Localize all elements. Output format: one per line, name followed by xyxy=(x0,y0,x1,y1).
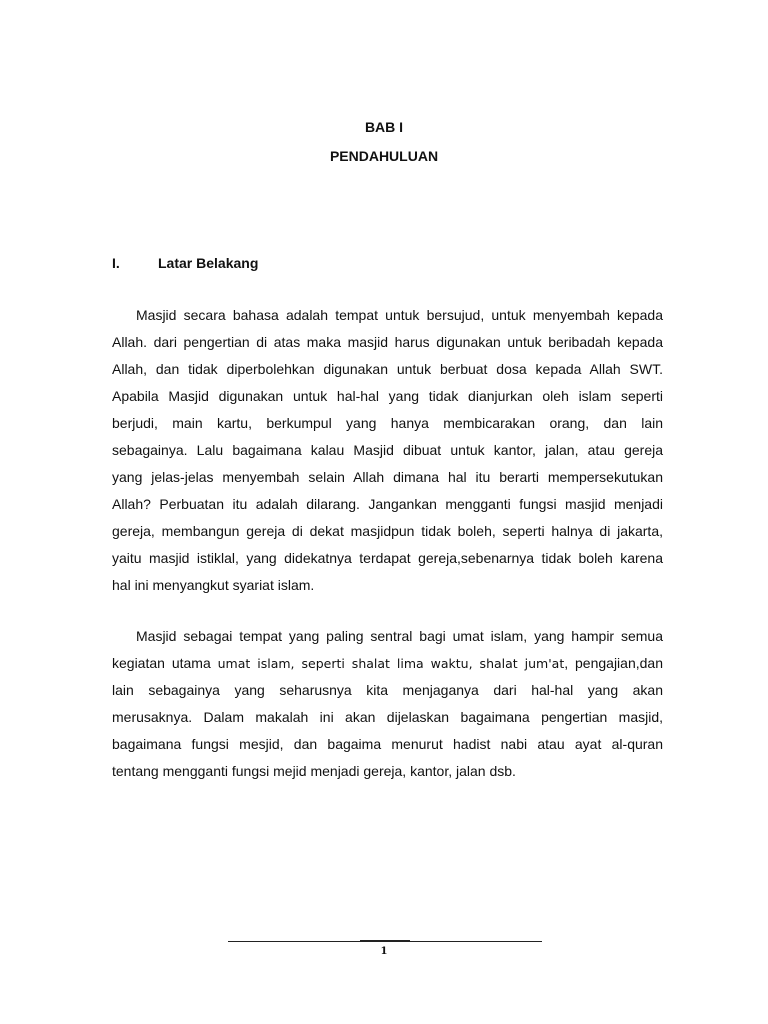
text-run: kegiatan utama xyxy=(112,655,218,671)
paragraph-2 xyxy=(112,623,663,785)
paragraph-line: sebagainya. Lalu bagaimana kalau Masjid dibuat untuk kantor, jalan, atau gereja xyxy=(112,442,663,458)
paragraph-line: Masjid secara bahasa adalah tempat untuk bersujud, untuk menyembah kepada xyxy=(136,307,663,323)
section-title: Latar Belakang xyxy=(158,255,259,271)
paragraph-line: gereja, membangun gereja di dekat masjidpun tidak boleh, seperti halnya di jakarta, xyxy=(112,523,663,539)
paragraph-line: lain sebagainya yang seharusnya kita menjaganya dari hal-hal yang akan xyxy=(112,682,663,698)
footer-rule-mark xyxy=(360,940,410,942)
chapter-number: BAB I xyxy=(364,119,404,135)
paragraph-line: tentang mengganti fungsi mejid menjadi gereja, kantor, jalan dsb. xyxy=(112,763,516,779)
paragraph-line: Apabila Masjid digunakan untuk hal-hal yang tidak dianjurkan oleh islam seperti xyxy=(112,388,663,404)
text-run-alt-font: umat islam, seperti shalat lima waktu, shalat jum'at xyxy=(217,656,565,671)
paragraph-line: hal ini menyangkut syariat islam. xyxy=(112,577,315,593)
paragraph-line: Allah? Perbuatan itu adalah dilarang. Jangankan mengganti fungsi masjid menjadi xyxy=(112,496,663,512)
section-heading xyxy=(112,255,258,271)
paragraph-line-mixed xyxy=(112,650,663,677)
paragraph-line: merusaknya. Dalam makalah ini akan dijelaskan bagaimana pengertian masjid, xyxy=(112,709,663,725)
paragraph-line: yaitu masjid istiklal, yang didekatnya terdapat gereja,sebenarnya tidak boleh karena xyxy=(112,550,663,566)
page-number: 1 xyxy=(380,946,388,957)
chapter-title: PENDAHULUAN xyxy=(329,148,439,164)
paragraph-line: Allah, dan tidak diperbolehkan digunakan untuk berbuat dosa kepada Allah SWT. xyxy=(112,361,663,377)
paragraph-line: Masjid sebagai tempat yang paling sentral bagi umat islam, yang hampir semua xyxy=(136,628,663,644)
paragraph-line: berjudi, main kartu, berkumpul yang hanya membicarakan orang, dan lain xyxy=(112,415,663,431)
section-number: I. xyxy=(112,255,120,271)
paragraph-line: bagaimana fungsi mesjid, dan bagaima menurut hadist nabi atau ayat al-quran xyxy=(112,736,663,752)
paragraph-1 xyxy=(112,302,663,599)
paragraph-line: yang jelas-jelas menyembah selain Allah dimana hal itu berarti mempersekutukan xyxy=(112,469,663,485)
paragraph-line: Allah. dari pengertian di atas maka masjid harus digunakan untuk beribadah kepada xyxy=(112,334,663,350)
text-run: , pengajian,dan xyxy=(564,655,663,671)
